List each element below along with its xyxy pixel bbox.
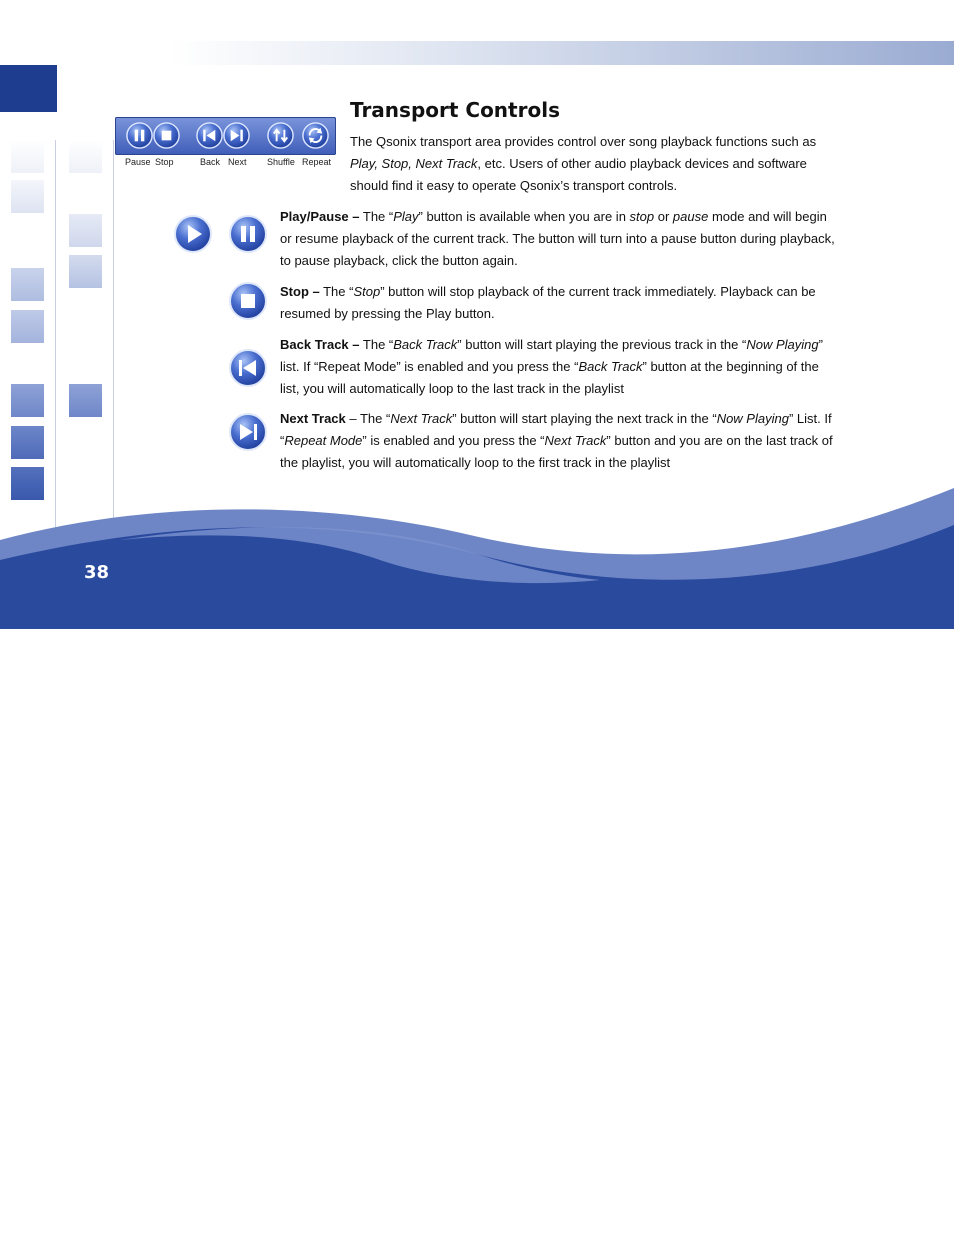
item-emphasis: Play	[393, 209, 419, 224]
item-emphasis: Back Track	[578, 359, 643, 374]
item-emphasis: Next Track	[390, 411, 453, 426]
item-text: The “	[359, 337, 394, 352]
toolbar-back-icon[interactable]	[195, 121, 224, 150]
item-text: ” List. If “	[280, 411, 832, 448]
item-emphasis: Now Playing	[746, 337, 819, 352]
item-title: Stop –	[280, 284, 320, 299]
item-emphasis: Next Track	[544, 433, 607, 448]
item-emphasis: pause	[672, 209, 709, 224]
item-text: ” button will start playing the previous track in the “	[457, 337, 747, 352]
item-emphasis: Now Playing	[716, 411, 789, 426]
deco-square	[11, 180, 44, 213]
play-pause-description	[280, 206, 840, 272]
page-number: 38	[84, 562, 110, 583]
next-track-description	[280, 408, 840, 474]
item-text: ” button at the beginning of the list, you will automatically loop to the last track in the playlist	[280, 359, 819, 396]
item-text: ” is enabled and you press the “	[362, 433, 545, 448]
deco-square	[11, 310, 44, 343]
deco-square	[69, 255, 102, 288]
toolbar-stop-icon[interactable]	[152, 121, 181, 150]
toolbar-pause-icon[interactable]	[125, 121, 154, 150]
deco-square	[69, 140, 102, 173]
item-emphasis: Back Track	[393, 337, 458, 352]
header-gradient-bar	[170, 41, 954, 65]
toolbar-label-shuffle: Shuffle	[267, 157, 295, 167]
item-text: ” button will stop playback of the current track immediately. Playback can be resumed by pressing the Play button.	[280, 284, 816, 321]
deco-square	[11, 384, 44, 417]
item-title: Back Track –	[280, 337, 360, 352]
intro-emphasis: Play, Stop, Next Track	[350, 156, 478, 171]
toolbar-label-repeat: Repeat	[302, 157, 332, 167]
item-text: The “	[319, 284, 354, 299]
toolbar-label-next: Next	[228, 157, 247, 167]
deco-square	[69, 214, 102, 247]
intro-text: The Qsonix transport area provides control over song playback functions such as	[350, 134, 817, 149]
back-track-button-icon	[228, 348, 268, 388]
item-emphasis: Repeat Mode	[284, 433, 363, 448]
corner-accent-block	[0, 65, 57, 112]
item-title: Next Track	[280, 411, 346, 426]
back-track-description	[280, 334, 840, 400]
deco-square	[11, 426, 44, 459]
play-button-icon	[173, 214, 213, 254]
deco-square	[11, 140, 44, 173]
stop-description	[280, 281, 840, 325]
item-emphasis: Stop	[353, 284, 381, 299]
stop-button-icon	[228, 281, 268, 321]
toolbar-next-icon[interactable]	[222, 121, 251, 150]
toolbar-shuffle-icon[interactable]	[266, 121, 295, 150]
item-text: or	[654, 209, 673, 224]
item-text: – The “	[345, 411, 391, 426]
intro-paragraph	[350, 131, 840, 197]
deco-square	[69, 384, 102, 417]
next-track-button-icon	[228, 412, 268, 452]
toolbar-label-pause: Pause	[125, 157, 151, 167]
item-title: Play/Pause –	[280, 209, 360, 224]
deco-square	[11, 268, 44, 301]
item-text: ” button and you are on the last track of the playlist, you will automatically loop to the first track in the playlist	[280, 433, 833, 470]
item-text: ” button is available when you are in	[418, 209, 630, 224]
section-title: Transport Controls	[350, 98, 560, 122]
toolbar-label-back: Back	[200, 157, 221, 167]
pause-button-icon	[228, 214, 268, 254]
toolbar-repeat-icon[interactable]	[301, 121, 330, 150]
item-text: mode and will begin or resume playback of the current track. The button will turn into a pause button during playback, to pause playback, click the button again.	[280, 209, 835, 268]
intro-text: , etc. Users of other audio playback devices and software should find it easy to operate Qsonix’s transport controls.	[350, 156, 807, 193]
item-text: The “	[359, 209, 394, 224]
item-emphasis: stop	[629, 209, 655, 224]
item-text: ” list. If “Repeat Mode” is enabled and you press the “	[280, 337, 823, 374]
toolbar-label-stop: Stop	[155, 157, 174, 167]
item-text: ” button will start playing the next track in the “	[452, 411, 717, 426]
footer-wave	[0, 480, 954, 629]
transport-toolbar	[115, 117, 336, 155]
